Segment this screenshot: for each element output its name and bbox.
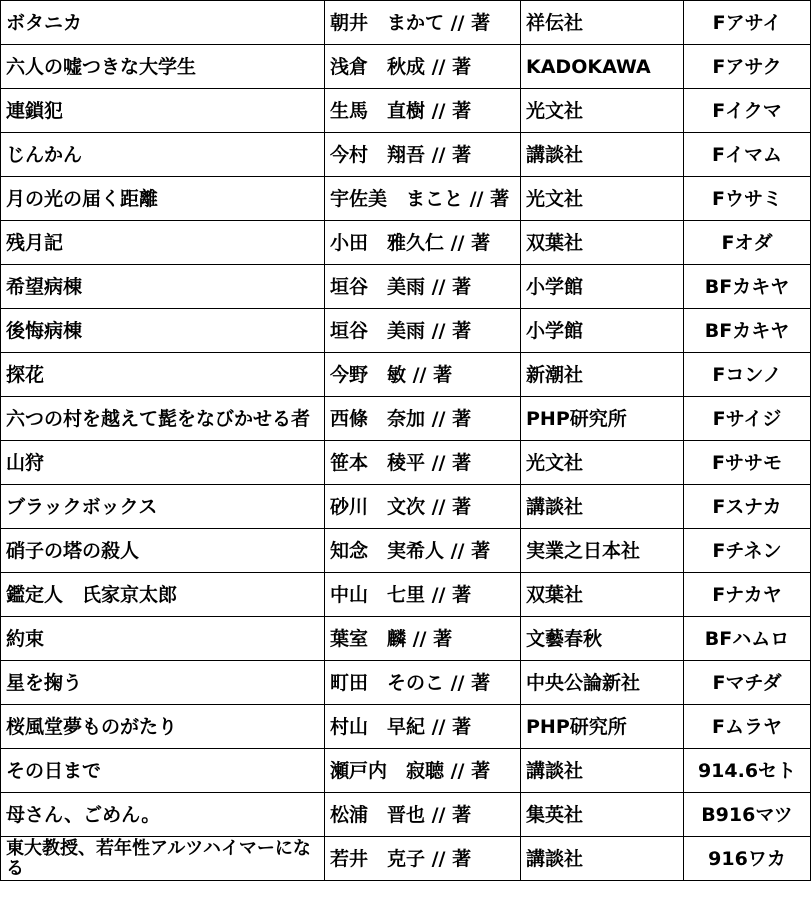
book-author-cell: 西條 奈加 // 著 — [325, 397, 521, 441]
book-publisher-cell: KADOKAWA — [521, 45, 684, 89]
book-row — [1, 265, 811, 309]
book-row — [1, 793, 811, 837]
book-publisher-cell: 文藝春秋 — [521, 617, 684, 661]
book-publisher-cell: 中央公論新社 — [521, 661, 684, 705]
book-publisher-cell: 講談社 — [521, 837, 684, 881]
book-author-cell: 中山 七里 // 著 — [325, 573, 521, 617]
book-author-cell: 今野 敏 // 著 — [325, 353, 521, 397]
book-publisher-cell: 講談社 — [521, 133, 684, 177]
book-title-cell: ボタニカ — [1, 1, 325, 45]
book-call-number-cell: 916ワカ — [684, 837, 811, 881]
book-call-number-cell: Fコンノ — [684, 353, 811, 397]
book-title-cell: 桜風堂夢ものがたり — [1, 705, 325, 749]
book-author-cell: 今村 翔吾 // 著 — [325, 133, 521, 177]
book-call-number-cell: Fサイジ — [684, 397, 811, 441]
book-row — [1, 617, 811, 661]
book-title-cell: 残月記 — [1, 221, 325, 265]
book-list-body — [1, 1, 811, 881]
book-author-cell: 垣谷 美雨 // 著 — [325, 309, 521, 353]
book-row — [1, 1, 811, 45]
book-row — [1, 353, 811, 397]
book-call-number-cell: Fアサイ — [684, 1, 811, 45]
book-title-cell: ブラックボックス — [1, 485, 325, 529]
book-row — [1, 749, 811, 793]
book-call-number-cell: BFカキヤ — [684, 309, 811, 353]
book-call-number-cell: Fオダ — [684, 221, 811, 265]
book-title-cell: 鑑定人 氏家京太郎 — [1, 573, 325, 617]
book-row — [1, 705, 811, 749]
book-call-number-cell: Fササモ — [684, 441, 811, 485]
book-author-cell: 砂川 文次 // 著 — [325, 485, 521, 529]
book-title-cell: 月の光の届く距離 — [1, 177, 325, 221]
book-call-number-cell: Fムラヤ — [684, 705, 811, 749]
book-row — [1, 397, 811, 441]
book-title-cell: 約束 — [1, 617, 325, 661]
book-row — [1, 837, 811, 881]
book-author-cell: 葉室 麟 // 著 — [325, 617, 521, 661]
book-row — [1, 441, 811, 485]
book-publisher-cell: 小学館 — [521, 265, 684, 309]
book-author-cell: 町田 そのこ // 著 — [325, 661, 521, 705]
book-title-cell: 硝子の塔の殺人 — [1, 529, 325, 573]
book-publisher-cell: 光文社 — [521, 89, 684, 133]
book-author-cell: 小田 雅久仁 // 著 — [325, 221, 521, 265]
book-call-number-cell: Fスナカ — [684, 485, 811, 529]
book-row — [1, 661, 811, 705]
book-title-cell: 探花 — [1, 353, 325, 397]
book-publisher-cell: 双葉社 — [521, 573, 684, 617]
book-call-number-cell: Fアサク — [684, 45, 811, 89]
book-author-cell: 垣谷 美雨 // 著 — [325, 265, 521, 309]
book-publisher-cell: 双葉社 — [521, 221, 684, 265]
book-author-cell: 浅倉 秋成 // 著 — [325, 45, 521, 89]
book-author-cell: 瀬戸内 寂聴 // 著 — [325, 749, 521, 793]
book-call-number-cell: Fイマム — [684, 133, 811, 177]
book-publisher-cell: 光文社 — [521, 177, 684, 221]
book-title-cell: 六人の嘘つきな大学生 — [1, 45, 325, 89]
book-row — [1, 485, 811, 529]
book-publisher-cell: 小学館 — [521, 309, 684, 353]
book-publisher-cell: 実業之日本社 — [521, 529, 684, 573]
book-title-cell: 連鎖犯 — [1, 89, 325, 133]
book-author-cell: 生馬 直樹 // 著 — [325, 89, 521, 133]
book-author-cell: 村山 早紀 // 著 — [325, 705, 521, 749]
book-author-cell: 宇佐美 まこと // 著 — [325, 177, 521, 221]
book-row — [1, 89, 811, 133]
book-row — [1, 45, 811, 89]
book-title-cell: 後悔病棟 — [1, 309, 325, 353]
book-row — [1, 309, 811, 353]
book-publisher-cell: 新潮社 — [521, 353, 684, 397]
book-call-number-cell: Fナカヤ — [684, 573, 811, 617]
book-publisher-cell: 光文社 — [521, 441, 684, 485]
book-author-cell: 松浦 晋也 // 著 — [325, 793, 521, 837]
book-call-number-cell: Fマチダ — [684, 661, 811, 705]
book-row — [1, 221, 811, 265]
book-title-cell: その日まで — [1, 749, 325, 793]
book-author-cell: 若井 克子 // 著 — [325, 837, 521, 881]
book-call-number-cell: B916マツ — [684, 793, 811, 837]
book-title-cell: 山狩 — [1, 441, 325, 485]
book-call-number-cell: 914.6セト — [684, 749, 811, 793]
book-publisher-cell: 集英社 — [521, 793, 684, 837]
book-call-number-cell: Fウサミ — [684, 177, 811, 221]
book-row — [1, 529, 811, 573]
book-title-cell: 母さん、ごめん。 — [1, 793, 325, 837]
book-publisher-cell: 講談社 — [521, 485, 684, 529]
book-publisher-cell: 祥伝社 — [521, 1, 684, 45]
book-title-cell: 東大教授、若年性アルツハイマーになる — [1, 837, 325, 881]
book-author-cell: 笹本 稜平 // 著 — [325, 441, 521, 485]
book-row — [1, 133, 811, 177]
book-call-number-cell: Fイクマ — [684, 89, 811, 133]
book-call-number-cell: BFハムロ — [684, 617, 811, 661]
book-call-number-cell: BFカキヤ — [684, 265, 811, 309]
book-title-cell: 星を掬う — [1, 661, 325, 705]
book-call-number-cell: Fチネン — [684, 529, 811, 573]
book-publisher-cell: 講談社 — [521, 749, 684, 793]
book-title-cell: じんかん — [1, 133, 325, 177]
book-title-cell: 希望病棟 — [1, 265, 325, 309]
book-publisher-cell: PHP研究所 — [521, 705, 684, 749]
book-row — [1, 573, 811, 617]
book-author-cell: 朝井 まかて // 著 — [325, 1, 521, 45]
book-title-cell: 六つの村を越えて髭をなびかせる者 — [1, 397, 325, 441]
book-publisher-cell: PHP研究所 — [521, 397, 684, 441]
book-author-cell: 知念 実希人 // 著 — [325, 529, 521, 573]
book-row — [1, 177, 811, 221]
